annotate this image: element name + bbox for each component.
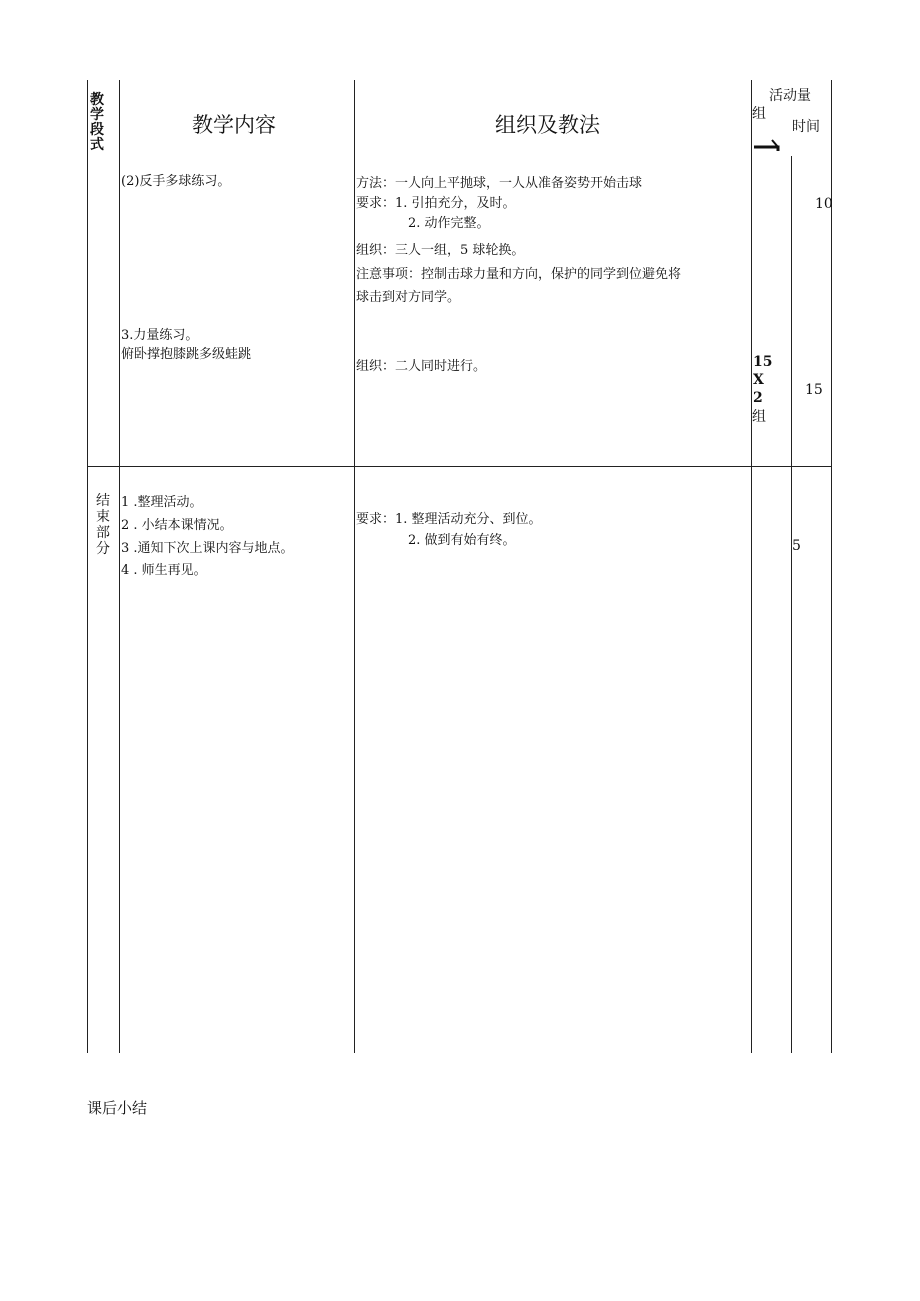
row1-time: 10 bbox=[815, 196, 833, 212]
row1-method-3: 2. 动作完整。 bbox=[408, 216, 490, 231]
row1-method-1: 方法：一人向上平抛球，一人从准备姿势开始击球 bbox=[356, 176, 643, 191]
header-content: 教学内容 bbox=[192, 113, 276, 137]
row3-time: 15 bbox=[805, 382, 823, 398]
end-method-2: 2. 做到有始有终。 bbox=[408, 533, 516, 548]
end-time: 5 bbox=[792, 538, 801, 554]
end-content-2: 2 . 小结本课情况。 bbox=[121, 518, 233, 533]
section-divider bbox=[87, 466, 832, 467]
column-divider-time bbox=[791, 156, 792, 1053]
row1-method-2: 要求：1. 引拍充分，及时。 bbox=[356, 196, 516, 211]
row2-method-3: 球击到对方同学。 bbox=[356, 290, 461, 305]
row3-group-3: 2 bbox=[753, 390, 763, 406]
header-bracket-path bbox=[754, 147, 778, 151]
header-method: 组织及教法 bbox=[495, 113, 600, 137]
column-divider-content bbox=[119, 80, 120, 1053]
end-content-3: 3 .通知下次上课内容与地点。 bbox=[121, 541, 294, 556]
header-activity: 活动量 bbox=[769, 88, 811, 104]
end-content-4: 4 . 师生再见。 bbox=[121, 563, 207, 578]
header-bracket-mark bbox=[752, 136, 782, 152]
row1-content-1: (2)反手多球练习。 bbox=[121, 174, 231, 189]
table-left-border bbox=[87, 80, 88, 1053]
after-class-summary-label: 课后小结 bbox=[87, 1099, 148, 1117]
row3-group-1: 15 bbox=[753, 354, 773, 370]
row2-method-2: 注意事项：控制击球力量和方向，保护的同学到位避免将 bbox=[356, 267, 682, 282]
row3-group-4: 组 bbox=[752, 409, 766, 425]
row3-group-2: X bbox=[753, 372, 764, 388]
header-time: 时间 bbox=[792, 119, 820, 135]
column-divider-activity bbox=[751, 80, 752, 1053]
end-method-1: 要求：1. 整理活动充分、到位。 bbox=[356, 512, 542, 527]
header-stage: 教学段式 bbox=[90, 92, 104, 153]
table-right-border bbox=[831, 80, 832, 1053]
row3-method-1: 组织：二人同时进行。 bbox=[356, 359, 487, 374]
row3-content-1: 3.力量练习。 bbox=[121, 328, 199, 343]
end-stage-label: 结束部分 bbox=[96, 493, 110, 557]
row2-method-1: 组织：三人一组，5 球轮换。 bbox=[356, 243, 525, 258]
header-group: 组 bbox=[752, 106, 766, 122]
column-divider-method bbox=[354, 80, 355, 1053]
end-content-1: 1 .整理活动。 bbox=[121, 495, 203, 510]
row3-content-2: 俯卧撑抱膝跳多级蛙跳 bbox=[121, 347, 252, 362]
